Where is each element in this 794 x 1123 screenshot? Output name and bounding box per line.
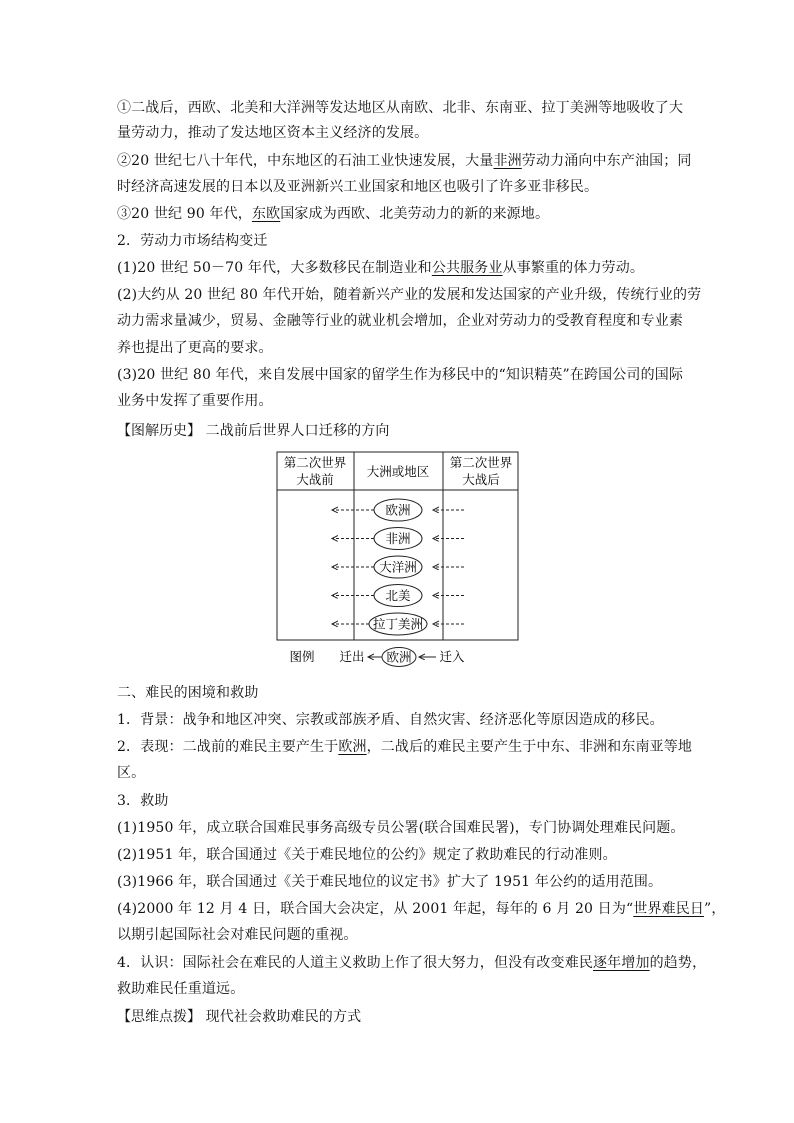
section2-heading: 2．劳动力市场结构变迁 [117,233,268,249]
underlined-term: 世界难民日 [633,901,705,917]
section2-p2-line3: 养也提出了更高的要求。 [117,340,273,356]
thinking-caption: 【思维点拨】 现代社会救助难民的方式 [117,1009,362,1025]
region-label: 大洋洲 [379,559,417,575]
legend-in: 迁入 [439,649,465,664]
col-right-line1: 第二次世界 [449,455,513,470]
diagram-caption: 【图解历史】 二战前后世界人口迁移的方向 [117,423,390,439]
underlined-term: 非洲 [493,153,522,169]
region-label: 欧洲 [385,502,411,518]
underlined-term: 东欧 [251,206,281,222]
section2-p2-line1: (2)大约从 20 世纪 80 年代开始，随着新兴产业的发展和发达国家的产业升级，传统行业的劳 [117,287,702,303]
part2-show-line1: 2．表现：二战前的难民主要产生于欧洲，二战后的难民主要产生于中东、非洲和东南亚等地 [117,739,693,755]
section2-p3-line1: (3)20 世纪 80 年代，来自发展中国家的留学生作为移民中的“知识精英”在跨国公司的国际 [117,367,684,383]
aid-item4-line2: 以期引起国际社会对难民问题的重视。 [117,927,358,943]
aid-heading: 3．救助 [117,793,169,809]
col-right-line2: 大战后 [462,472,500,487]
section2-p1: (1)20 世纪 50－70 年代，大多数移民在制造业和公共服务业从事繁重的体力劳动。 [117,260,645,276]
col-middle: 大洲或地区 [366,464,430,479]
region-label: 拉丁美洲 [372,616,424,632]
col-left-line1: 第二次世界 [283,455,347,470]
underlined-term: 公共服务业 [431,260,503,276]
legend-label: 图例 [289,649,315,664]
item2-line2: 时经济高速发展的日本以及亚洲新兴工业国家和地区也吸引了许多亚非移民。 [117,179,599,195]
item2-line1: ②20 世纪七八十年代，中东地区的石油工业快速发展，大量非洲劳动力涌向中东产油国；同 [117,153,692,169]
underlined-term: 欧洲 [338,739,367,755]
aid-item2: (2)1951 年，联合国通过《关于难民地位的公约》规定了救助难民的行动准则。 [117,847,617,863]
aid-item3: (3)1966 年，联合国通过《关于难民地位的议定书》扩大了 1951 年公约的适用范围。 [117,874,663,890]
region-label: 非洲 [385,531,411,546]
aid-item1: (1)1950 年，成立联合国难民事务高级专员公署(联合国难民署)，专门协调处理难民问题。 [117,820,685,836]
underlined-term: 逐年增加 [593,955,650,971]
region-label: 北美 [385,588,411,603]
legend-out: 迁出 [339,649,365,664]
section2-p2-line2: 动力需求量减少，贸易、金融等行业的就业机会增加，企业对劳动力的受教育程度和专业素 [117,313,683,329]
migration-diagram [270,448,530,673]
item3: ③20 世纪 90 年代，东欧国家成为西欧、北美劳动力的新的来源地。 [117,206,550,222]
part2-show-line2: 区。 [117,765,146,781]
part2-heading: 二、难民的困境和救助 [117,685,259,701]
part2-background: 1．背景：战争和地区冲突、宗教或部族矛盾、自然灾害、经济恶化等原因造成的移民。 [117,712,664,728]
item1-line1: ①二战后，西欧、北美和大洋洲等发达地区从南欧、北非、东南亚、拉丁美洲等地吸收了大 [117,100,683,116]
legend-region: 欧洲 [386,649,412,665]
item1-line2: 量劳动力，推动了发达地区资本主义经济的发展。 [117,125,429,141]
aid-item4-line1: (4)2000 年 12 月 4 日，联合国大会决定，从 2001 年起，每年的 6 月 20 日为“世界难民日”， [117,901,726,917]
section2-p3-line2: 业务中发挥了重要作用。 [117,393,273,409]
col-left-line2: 大战前 [296,472,334,487]
region-rows [332,499,464,635]
recognition-line1: 4．认识：国际社会在难民的人道主义救助上作了很大努力，但没有改变难民逐年增加的趋势， [117,955,707,971]
recognition-line2: 救助难民任重道远。 [117,981,245,997]
